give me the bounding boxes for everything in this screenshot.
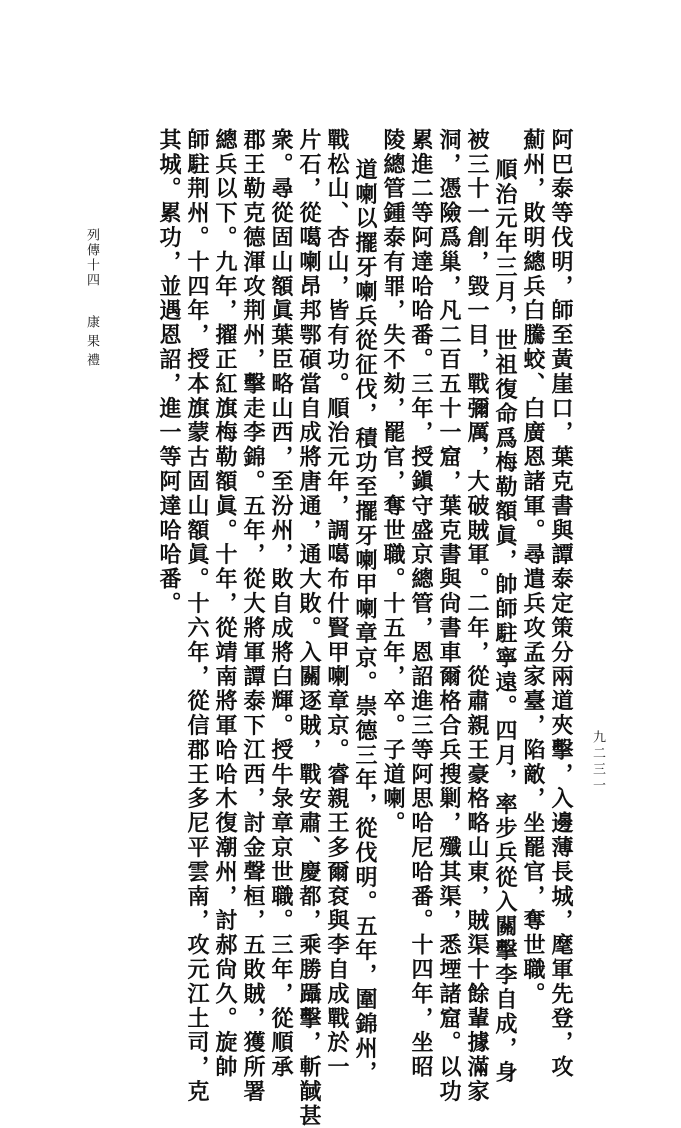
text-column-6: 累進二等阿達哈哈番。三年，授鎭守盛京總管，恩詔進三等阿思哈尼哈番。十四年，坐昭 — [408, 128, 434, 1080]
text-column-2: 薊州，敗明總兵白騰蛟、白廣恩諸軍。尋遣兵攻孟家臺，陷敵，坐罷官，奪世職。 — [520, 128, 546, 1007]
section-name: 康果禮 — [84, 315, 99, 372]
text-column-12: 郡王勒克德渾攻荆州，擊走李錦。五年，從大將軍譚泰下江西，討金聲桓，五敗賊，獲所署 — [240, 128, 266, 1104]
text-column-14: 師駐荆州。十四年，授本旗蒙古固山額眞。十六年，從信郡王多尼平雲南，攻元江土司，克 — [184, 128, 210, 1104]
chapter-title: 列傳十四 — [84, 228, 99, 288]
text-column-11: 衆。尋從固山額眞葉臣略山西，至汾州，敗自成將白輝。授牛彔章京世職。三年，從順承 — [268, 128, 294, 1080]
text-column-10: 片石，從噶喇昂邦鄂碩當自成將唐通，通大敗。入關逐賊，戰安肅、慶都，乘勝躡擊，斬馘甚 — [296, 128, 322, 1128]
text-column-9: 戰松山、杏山，皆有功。順治元年，調噶布什賢甲喇章京。睿親王多爾袞與李自成戰於一 — [324, 128, 350, 1080]
page-number: 九二三一 — [590, 730, 605, 794]
text-column-7: 陵總管鍾泰有罪，失不劾，罷官，奪世職。十五年，卒。子道喇。 — [380, 128, 406, 836]
text-column-1: 阿巴泰等伐明，師至黃崖口，葉克書與譚泰定策分兩道夾擊，入邊薄長城，麾軍先登，攻 — [548, 128, 574, 1080]
text-column-4: 被三十一創，毀一目，戰彌厲，大破賊軍。二年，從肅親王豪格略山東，賊渠十餘輩據滿家 — [464, 128, 490, 1104]
text-column-8: 道喇以擺牙喇兵從征伐，積功至擺牙喇甲喇章京。崇德三年，從伐明。五年，圍錦州， — [352, 158, 378, 1086]
text-column-5: 洞，憑險爲巢，凡二百五十一窟，葉克書與尙書車爾格合兵搜剿，殲其渠，悉堙諸窟。以功 — [436, 128, 462, 1104]
text-column-3: 順治元年三月，世祖復命爲梅勒額眞，帥師駐寧遠。四月，率步兵從入關擊李自成，身 — [492, 158, 518, 1086]
text-column-15: 其城。累功，並遇恩詔，進一等阿達哈哈番。 — [156, 128, 182, 616]
text-column-13: 總兵以下。九年，擢正紅旗梅勒額眞。十年，從靖南將軍哈哈木復潮州，討郝尙久。旋帥 — [212, 128, 238, 1080]
